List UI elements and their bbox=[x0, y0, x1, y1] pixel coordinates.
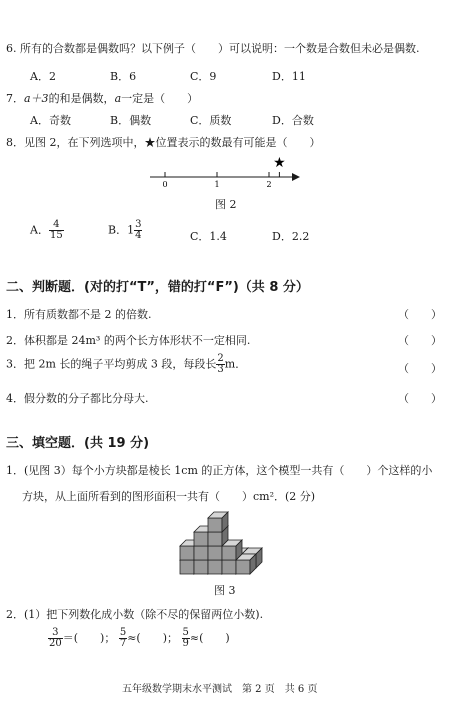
q8-option-b-label: B．1 bbox=[108, 223, 135, 237]
fraction-numerator: 5 bbox=[182, 627, 189, 638]
q7-variable: a bbox=[114, 92, 122, 105]
tick-label-2: 2 bbox=[266, 180, 272, 189]
q7-option-a: A．奇数 bbox=[30, 114, 71, 127]
judge-answer-4: （ ） bbox=[398, 392, 442, 405]
figure-3-caption: 图 3 bbox=[214, 584, 236, 597]
cube-front-face bbox=[194, 532, 208, 546]
cube-model-figure bbox=[176, 504, 272, 578]
fill-q1-line1: 1．(见图 3）每个小方块都是棱长 1cm 的正方体，这个模型一共有（ ）个这样的小 bbox=[6, 464, 433, 477]
cube-front-face bbox=[194, 546, 208, 560]
fraction-5-7 bbox=[119, 628, 127, 649]
cube-front-face bbox=[194, 560, 208, 574]
q6-option-c: C．9 bbox=[190, 70, 217, 83]
question-6-text: 6. 所有的合数都是偶数吗？以下例子（ ）可以说明：一个数是合数但未必是偶数. bbox=[6, 42, 420, 55]
judge-answer-3: （ ） bbox=[398, 362, 442, 375]
star-marker-icon: ★ bbox=[273, 155, 286, 171]
cube-front-face bbox=[222, 560, 236, 574]
fraction-denominator: 20 bbox=[49, 638, 62, 649]
fill-q2-text: 2．(1）把下列数化成小数（除不尽的保留两位小数). bbox=[6, 608, 264, 621]
q6-option-b: B．6 bbox=[110, 70, 137, 83]
judge-item-2: 2．体积都是 24m³ 的两个长方体形状不一定相同. bbox=[6, 334, 251, 347]
cube-front-face bbox=[208, 532, 222, 546]
q8-option-a-fraction bbox=[49, 220, 64, 241]
judge-item-3-suffix: m． bbox=[224, 357, 247, 371]
q8-prefix: 8．见图 2，在下列选项中， bbox=[6, 136, 145, 149]
figure-2-caption: 图 2 bbox=[215, 198, 237, 211]
q7-suffix: 一定是（ ） bbox=[121, 92, 199, 105]
q8-option-c: C．1.4 bbox=[190, 230, 227, 243]
q7-option-d: D．合数 bbox=[272, 114, 314, 127]
q7-option-b: B．偶数 bbox=[110, 114, 152, 127]
judge-item-3-prefix: 3．把 2m 长的绳子平均剪成 3 段，每段长 bbox=[6, 357, 217, 371]
fill-q1-line2: 方块，从上面所看到的图形面积一共有（ ）cm²．(2 分) bbox=[22, 490, 316, 503]
q8-option-a-label: A． bbox=[30, 223, 49, 237]
question-7-text bbox=[6, 90, 198, 106]
fraction-denominator: 3 bbox=[217, 364, 224, 375]
q7-expression: a＋3 bbox=[24, 92, 49, 105]
cube-front-face bbox=[180, 560, 194, 574]
fill-q2-fractions bbox=[48, 628, 230, 649]
fraction-denominator: 15 bbox=[49, 230, 63, 241]
fraction-denominator: 4 bbox=[135, 230, 142, 241]
judge-item-4: 4．假分数的分子都比分母大. bbox=[6, 392, 149, 405]
q6-option-a: A．2 bbox=[30, 70, 56, 83]
cube-front-face bbox=[236, 560, 250, 574]
tick-label-1: 1 bbox=[214, 180, 220, 189]
cube-front-face bbox=[208, 518, 222, 532]
section-3-title: 三、填空题．(共 19 分) bbox=[6, 436, 150, 451]
judge-answer-2: （ ） bbox=[398, 334, 442, 347]
fraction-denominator: 7 bbox=[119, 638, 127, 649]
q7-option-c: C．质数 bbox=[190, 114, 232, 127]
q8-option-a bbox=[30, 220, 64, 241]
fraction-denominator: 9 bbox=[182, 638, 189, 649]
fraction-numerator: 4 bbox=[49, 220, 64, 231]
q8-option-b-fraction bbox=[134, 220, 142, 241]
q7-middle: 的和是偶数， bbox=[48, 92, 115, 105]
q7-prefix: 7． bbox=[6, 92, 24, 105]
q8-option-b bbox=[108, 220, 142, 241]
number-line-diagram bbox=[140, 150, 310, 192]
arrow-head-icon bbox=[292, 173, 300, 181]
cube-front-face bbox=[222, 546, 236, 560]
fraction-numerator: 3 bbox=[48, 628, 63, 639]
fraction-numerator: 3 bbox=[135, 219, 142, 230]
judge-item-3-fraction bbox=[216, 354, 224, 375]
tick-label-0: 0 bbox=[162, 180, 168, 189]
question-8-text bbox=[6, 134, 321, 150]
fraction-3-20 bbox=[48, 628, 63, 649]
judge-answer-1: （ ） bbox=[398, 308, 442, 321]
fraction-numerator: 5 bbox=[119, 627, 127, 638]
judge-item-3 bbox=[6, 354, 246, 375]
fraction-5-9 bbox=[182, 628, 190, 649]
fraction-numerator: 2 bbox=[217, 353, 224, 364]
cube-front-face bbox=[180, 546, 194, 560]
q6-option-d: D．11 bbox=[272, 70, 306, 83]
q8-suffix: 位置表示的数最有可能是（ ） bbox=[155, 136, 321, 149]
page-footer: 五年级数学期末水平测试 第 2 页 共 6 页 bbox=[122, 684, 318, 695]
fraction-3-blank: ≈( ) bbox=[189, 631, 230, 645]
fraction-2-blank: ≈( )； bbox=[127, 631, 179, 645]
cube-front-face bbox=[208, 546, 222, 560]
q8-option-d: D．2.2 bbox=[272, 230, 310, 243]
q8-star-icon: ★ bbox=[144, 136, 156, 149]
judge-item-1: 1．所有质数都不是 2 的倍数. bbox=[6, 308, 152, 321]
cube-front-face bbox=[208, 560, 222, 574]
cube-group bbox=[180, 512, 262, 574]
fraction-1-blank: ＝( )； bbox=[62, 631, 116, 645]
section-2-title: 二、判断题．(对的打“T”，错的打“F”)（共 8 分） bbox=[6, 280, 309, 295]
